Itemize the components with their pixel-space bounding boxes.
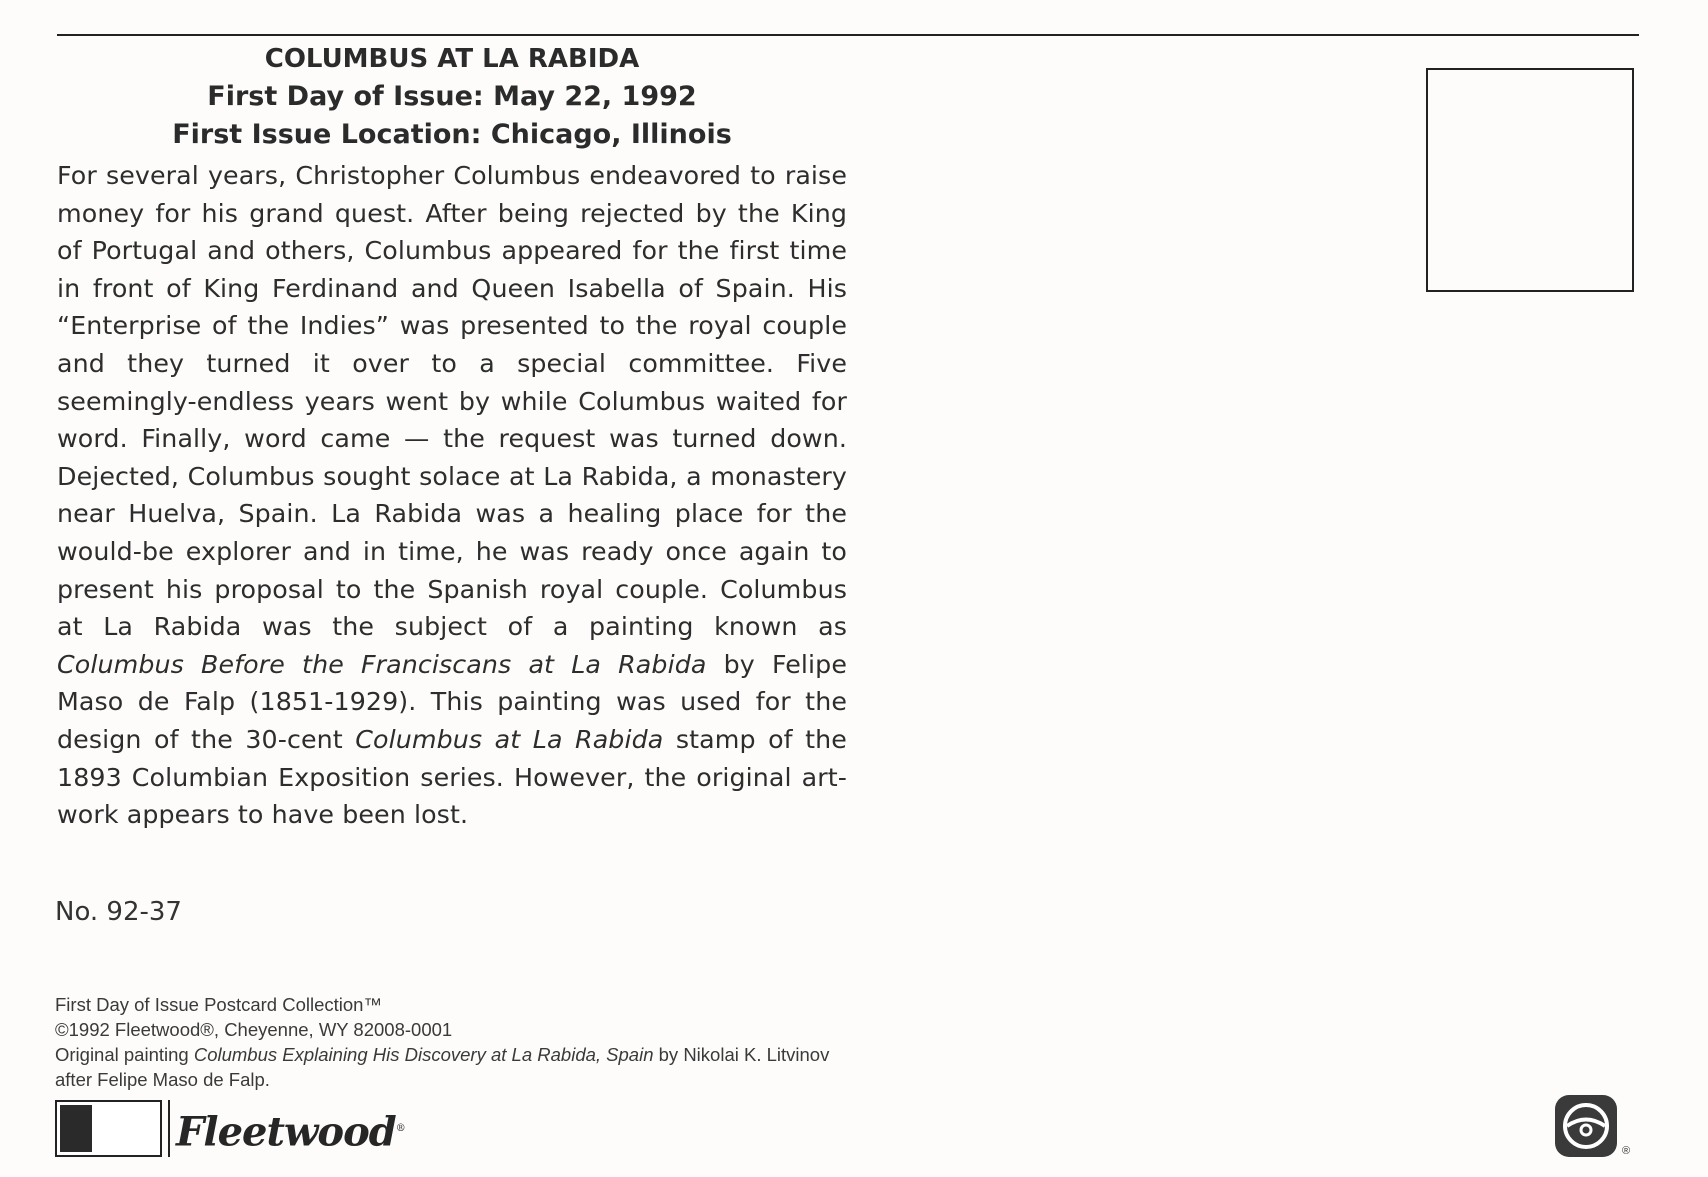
header — [57, 40, 847, 154]
stamp-placement-box — [1426, 68, 1634, 292]
painting-title: Columbus Before the Franciscans at La Rabida — [57, 649, 707, 679]
issue-date-line: First Day of Issue: May 22, 1992 — [207, 81, 697, 112]
fleetwood-square-mark-icon — [55, 1100, 162, 1157]
description-paragraph — [57, 157, 847, 834]
fleetwood-wordmark-text: Fleetwood — [176, 1108, 396, 1156]
page-title: COLUMBUS AT LA RABIDA — [264, 44, 640, 74]
top-divider — [57, 34, 1639, 36]
body-text-part-1: For several years, Christopher Columbus endeavored to raise money for his grand quest. After being rejected by the King of Portugal and others, Columbus appeared for the first time in front of King Ferdinand and Queen Isabella of Spain. His “Enterprise of the Indies” was presented to the royal couple and they turned it over to a special committee. Five seemingly-endless years went by while Columbus waited for word. Finally, word came — the request was turned down. Dejected, Columbus sought solace at La Rabida, a monastery near Huelva, Spain. La Rabida was a healing place for the would-be explorer and in time, he was ready once again to present his proposal to the Spanish royal couple. Columbus at La Rabida was the subject of a painting known as — [57, 161, 847, 642]
logo-registered-mark: ® — [1622, 1145, 1631, 1157]
fleetwood-wordmark — [168, 1100, 405, 1157]
collection-line: First Day of Issue Postcard Collection™ — [55, 994, 382, 1015]
item-number: No. 92-37 — [55, 897, 182, 927]
credit-prefix: Original painting — [55, 1044, 189, 1065]
painting-credit — [55, 1042, 855, 1092]
issue-location-line: First Issue Location: Chicago, Illinois — [172, 119, 732, 150]
credit-suffix: by Nikolai K. Litvinov after Felipe Maso de Falp. — [55, 1044, 830, 1090]
fleetwood-wordmark-reg: ® — [395, 1123, 405, 1134]
copyright-line: ©1992 Fleetwood®, Cheyenne, WY 82008-0001 — [55, 1019, 453, 1040]
stamp-title: Columbus at La Rabida — [355, 724, 664, 754]
credit-painting-title: Columbus Explaining His Discovery at La Rabida, Spain — [193, 1044, 654, 1065]
fleetwood-mark-fill — [60, 1105, 92, 1152]
posthorn-logo-icon — [1553, 1093, 1619, 1159]
footer-credits — [55, 992, 855, 1092]
body-text-part-2: by Felipe Maso de Falp (1851-1929). This painting was used for the design of the 30-cent — [57, 649, 847, 754]
body-text-part-3: stamp of the 1893 Columbian Exposition series. However, the original art-work appears to have been lost. — [57, 724, 847, 830]
